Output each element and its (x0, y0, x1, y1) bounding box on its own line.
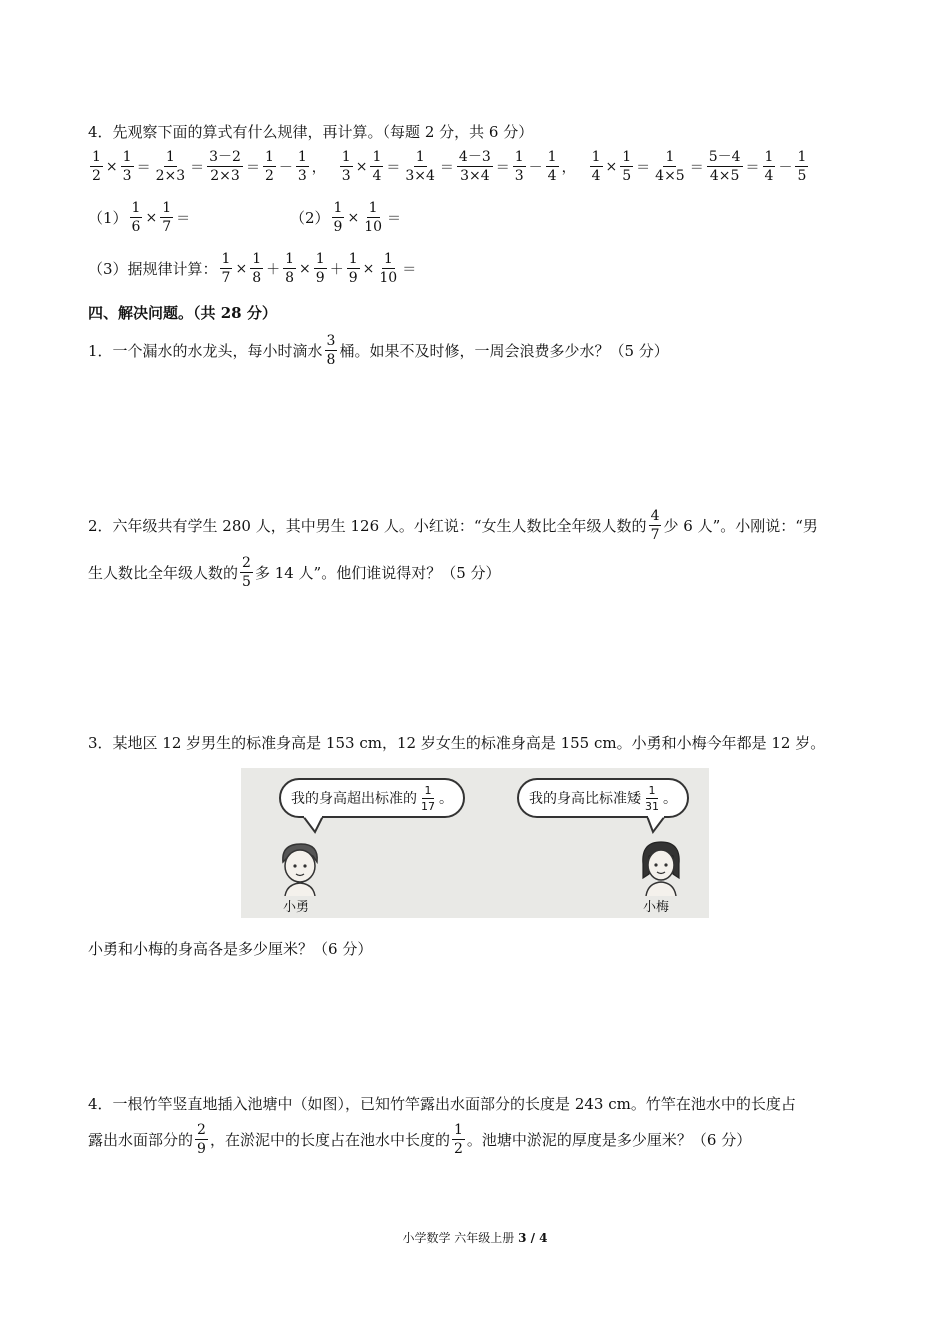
pattern-line: $\frac{1}{2}$ × $\frac{1}{3}$ ＝ $\frac{1}{2\times 3}$ ＝ $\frac{3-2}{2\times 3}$ ＝ $\frac{1}{2}$ － $\frac{1}{3}$ ， $\frac{1}{3}$ × $\frac{1}{4}$ ＝ $\frac{1}{3\times 4}$ ＝ $\frac{4-3}{3\times 4}$ ＝ $\frac{1}{3}$ － $\frac{1}{4}$ ， $\frac{1}{4}$ × $\frac{1}{5}$ ＝ $\frac{1}{4\times 5}$ ＝ $\frac{5-4}{4\times 5}$ ＝ $\frac{1}{4}$ － $\frac{1}{5}$ (92, 149, 807, 184)
fraction: $\frac{3-2}{2\times 3}$ (209, 149, 241, 184)
fraction: $\frac{1}{3}$ (297, 149, 307, 184)
problem-4-line-1: 4．一根竹竿竖直地插入池塘中（如图），已知竹竿露出水面部分的长度是 243 cm。竹竿在池水中的长度占 (88, 1095, 796, 1113)
problem-1: 1．一个漏水的水龙头，每小时滴水 $\frac{3}{8}$ 桶。如果不及时修，一周会浪费多少水？（5 分） (88, 333, 669, 368)
fraction: $\frac{1}{3}$ (122, 149, 132, 184)
fraction: $\frac{1}{4\times 5}$ (655, 149, 685, 184)
problem-4-line-2: 露出水面部分的 $\frac{2}{9}$ ，在淤泥中的长度占在池水中长度的 $\frac{1}{2}$ 。池塘中淤泥的厚度是多少厘米？（6 分） (88, 1122, 752, 1157)
fraction: $\frac{1}{5}$ (797, 149, 807, 184)
sub-question-2: （2） $\frac{1}{9}$ × $\frac{1}{10}$ ＝ (290, 200, 402, 235)
fraction: $\frac{1}{4}$ (764, 149, 774, 184)
fraction: $\frac{1}{3}$ (514, 149, 524, 184)
fraction: $\frac{1}{4}$ (591, 149, 601, 184)
fraction: $\frac{1}{2\times 3}$ (155, 149, 186, 184)
problem-2-line-2: 生人数比全年级人数的 $\frac{2}{5}$ 多 14 人”。他们谁说得对？（5 分） (88, 555, 501, 590)
bubble-tail-icon (639, 816, 669, 836)
sub-question-1: （1） $\frac{1}{6}$ × $\frac{1}{7}$ ＝ (88, 200, 191, 235)
problem-2-line-1: 2．六年级共有学生 280 人，其中男生 126 人。小红说：“女生人数比全年级人数的 $\frac{4}{7}$ 少 6 人”。小刚说：“男 (88, 508, 818, 543)
page-footer: 小学数学 六年级上册 3 / 4 (402, 1231, 548, 1245)
fraction: $\frac{4-3}{3\times 4}$ (458, 149, 491, 184)
girl-name: 小梅 (643, 900, 670, 915)
fraction: $\frac{1}{4}$ (547, 149, 557, 184)
girl-icon (631, 834, 691, 896)
boy-icon (271, 836, 331, 896)
fraction: $\frac{5-4}{4\times 5}$ (708, 149, 741, 184)
boy-name: 小勇 (283, 900, 310, 915)
section-heading: 四、解决问题。（共 28 分） (88, 304, 277, 322)
fraction: $\frac{1}{2}$ (264, 149, 274, 184)
boy-speech-bubble: 我的身高超出标准的 $\frac{1}{17}$ 。 (279, 778, 465, 818)
sub-question-3: （3）据规律计算： $\frac{1}{7}$ × $\frac{1}{8}$ ＋ $\frac{1}{8}$ × $\frac{1}{9}$ ＋ $\frac{1}{9}$ × $\frac{1}{10}$ ＝ (88, 251, 417, 286)
q4-title: 4．先观察下面的算式有什么规律，再计算。（每题 2 分，共 6 分） (88, 123, 534, 141)
bubble-tail-icon (301, 816, 331, 836)
fraction: $\frac{1}{3}$ (341, 149, 351, 184)
problem-3-text: 3．某地区 12 岁男生的标准身高是 153 cm，12 岁女生的标准身高是 155 cm。小勇和小梅今年都是 12 岁。 (88, 734, 826, 752)
fraction: $\frac{1}{3\times 4}$ (405, 149, 435, 184)
fraction: $\frac{1}{4}$ (372, 149, 382, 184)
fraction: $\frac{1}{5}$ (622, 149, 632, 184)
girl-speech-bubble: 我的身高比标准矮 $\frac{1}{31}$ 。 (517, 778, 689, 818)
height-illustration (241, 768, 709, 918)
fraction: $\frac{1}{2}$ (92, 149, 101, 184)
page-number: 3 / 4 (518, 1231, 548, 1245)
problem-3-question: 小勇和小梅的身高各是多少厘米？（6 分） (88, 940, 373, 958)
